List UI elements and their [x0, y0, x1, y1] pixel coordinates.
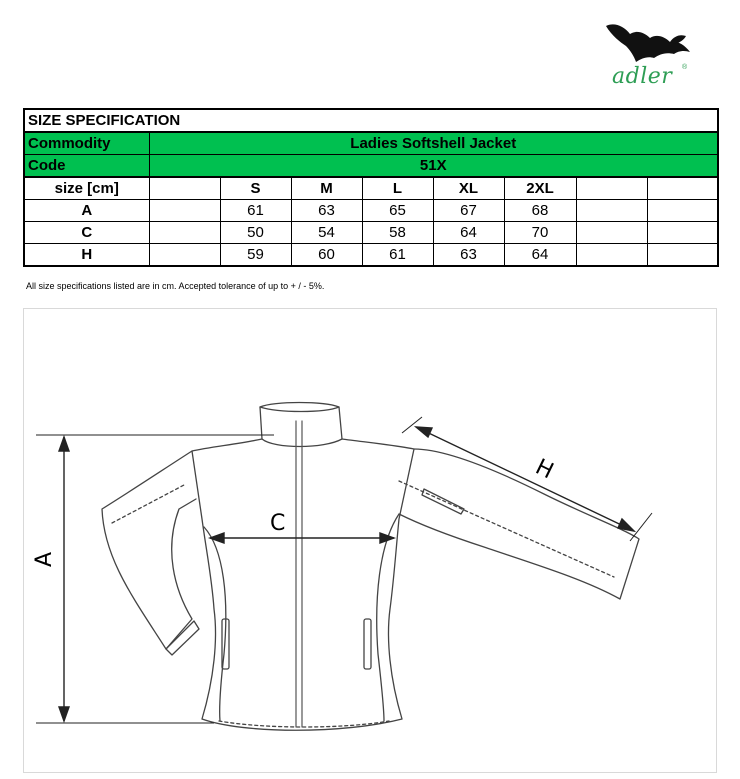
title-row [24, 109, 718, 132]
cell [576, 244, 647, 267]
jacket-diagram [23, 308, 717, 773]
commodity-label: Commodity [24, 132, 149, 155]
size-col: XL [433, 177, 504, 200]
size-spec-table [23, 108, 719, 267]
eagle-logo-icon [600, 18, 700, 68]
row-label: A [24, 200, 149, 222]
brand-name: adler [612, 64, 673, 89]
cell: 63 [291, 200, 362, 222]
cell: 54 [291, 222, 362, 244]
table-row [24, 244, 718, 267]
size-col: 2XL [504, 177, 576, 200]
size-header-row [24, 177, 718, 200]
size-col: M [291, 177, 362, 200]
cell: 70 [504, 222, 576, 244]
table-row [24, 222, 718, 244]
cell: 67 [433, 200, 504, 222]
cell: 64 [433, 222, 504, 244]
left-sleeve [102, 451, 196, 649]
size-col-empty [149, 177, 220, 200]
right-sleeve [399, 449, 639, 599]
cell [647, 222, 718, 244]
cell-empty [149, 200, 220, 222]
tolerance-note: All size specifications listed are in cm. Accepted tolerance of up to + / - 5%. [26, 281, 325, 291]
dimension-c-label: C [270, 511, 286, 536]
body-outline [192, 439, 414, 730]
cell: 64 [504, 244, 576, 267]
cell: 61 [362, 244, 433, 267]
cell-empty [149, 244, 220, 267]
size-col [647, 177, 718, 200]
cell: 58 [362, 222, 433, 244]
cell [576, 222, 647, 244]
cell: 60 [291, 244, 362, 267]
code-label: Code [24, 155, 149, 178]
cell [576, 200, 647, 222]
cell: 65 [362, 200, 433, 222]
cell: 50 [220, 222, 291, 244]
row-label: C [24, 222, 149, 244]
commodity-row [24, 132, 718, 155]
code-value: 51X [149, 155, 718, 178]
cell [647, 244, 718, 267]
code-row [24, 155, 718, 178]
brand-logo [600, 18, 700, 88]
registered-mark: ® [682, 64, 688, 71]
jacket-outline [24, 309, 718, 774]
commodity-value: Ladies Softshell Jacket [149, 132, 718, 155]
cell-empty [149, 222, 220, 244]
spec-title: SIZE SPECIFICATION [24, 109, 718, 132]
dimension-h-line [416, 427, 634, 531]
row-label: H [24, 244, 149, 267]
cell: 61 [220, 200, 291, 222]
dimension-a-label: A [32, 551, 57, 567]
cell: 63 [433, 244, 504, 267]
cell: 59 [220, 244, 291, 267]
table-row [24, 200, 718, 222]
cell: 68 [504, 200, 576, 222]
size-header-label: size [cm] [24, 177, 149, 200]
size-col: L [362, 177, 433, 200]
dimension-h-label: H [531, 454, 558, 485]
cell [647, 200, 718, 222]
size-col: S [220, 177, 291, 200]
size-col [576, 177, 647, 200]
